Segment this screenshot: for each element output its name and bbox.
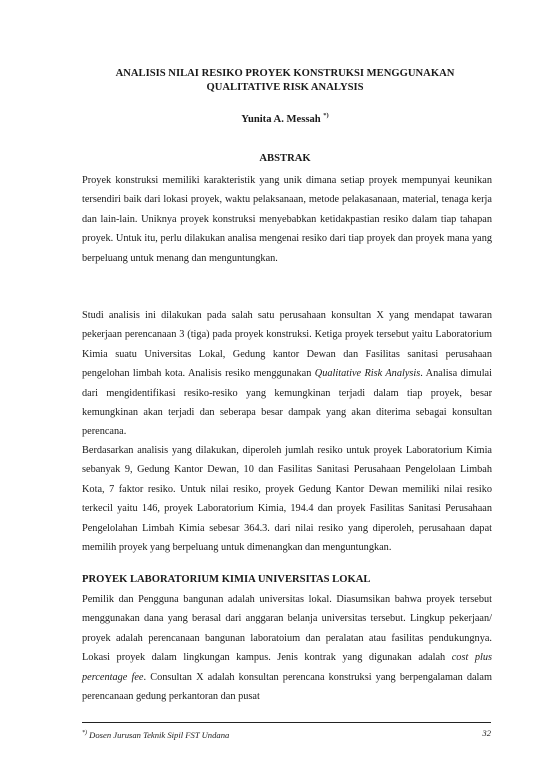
- author-footnote-mark: *): [323, 112, 329, 119]
- section-heading: PROYEK LABORATORIUM KIMIA UNIVERSITAS LOKAL: [82, 574, 371, 585]
- title-line-2: QUALITATIVE RISK ANALYSIS: [206, 82, 364, 93]
- paper-title: [80, 67, 490, 95]
- abstract-heading: ABSTRAK: [259, 153, 311, 164]
- abstract-paragraph-2: [82, 306, 492, 442]
- abstract-paragraph-1: [82, 171, 492, 268]
- abstract-p2-text-a: Studi analisis ini dilakukan pada salah satu perusahaan konsultan X yang mendapat tawaran pekerjaan perencanaan 3 (tiga) pada proyek konstruksi. Ketiga proyek tersebut yaitu Laboratorium Kimia suatu Universitas Lokal, Gedung kantor Dewan dan Fasilitas sanitasi perusahaan pengelohan limbah kota. Analisis resiko menggunakan: [82, 310, 492, 380]
- title-line-1: ANALISIS NILAI RESIKO PROYEK KONSTRUKSI MENGGUNAKAN: [115, 68, 455, 79]
- section-paragraph-1-text: [82, 590, 492, 706]
- section-paragraph-1: [82, 590, 492, 706]
- footer-note: [82, 727, 229, 741]
- section-p1-text-b: . Consultan X adalah konsultan perencana konstruksi yang berpengalaman dalam perencanaan gedung perkantoran dan pusat: [82, 671, 492, 703]
- footer-affiliation: Dosen Jurusan Teknik Sipil FST Undana: [89, 730, 230, 740]
- section-p1-text-a: Pemilik dan Pengguna bangunan adalah universitas lokal. Diasumsikan bahwa proyek tersebut menggunakan dana yang berasal dari anggaran belanja universitas tersebut. Lingkup pekerjaan/ proyek adalah perencanaan bangunan laboratoium dan peralatan atau fasilitas pendukungnya. Lokasi proyek dalam lingkungan kampus. Jenis kontrak yang digunakan adalah: [82, 594, 492, 664]
- page-number: 32: [482, 728, 491, 738]
- abstract-p2-text-b: . Analisa dimulai dari mengidentifikasi resiko-resiko yang kemungkinan terjadi dalam tiap proyek, besar kemungkinan akan terjadi dan seberapa besar dampak yang akan diterima sebagai konsultan perencana.: [82, 368, 492, 438]
- abstract-p2-italic: Qualitative Risk Analysis: [314, 368, 421, 380]
- section-p1-italic: cost plus percentage fee: [82, 652, 493, 683]
- author-name: Yunita A. Messah: [241, 114, 321, 125]
- abstract-paragraph-3: [82, 441, 492, 557]
- abstract-paragraph-3-text: Berdasarkan analisis yang dilakukan, diperoleh jumlah resiko untuk proyek Laboratorium Kimia sebanyak 9, Gedung Kantor Dewan, 10 dan Fasilitas Sanitasi Perusahaan Pengelolaan Limbah Kota, 7 faktor resiko. Untuk nilai resiko, proyek Gedung Kantor Dewan memiliki nilai resiko terkecil yaitu 146, proyek Laboratorium Kimia, 194.4 dan proyek Fasilitas Sanitasi Perusahaan Pengelolahan Limbah Kimia sebesar 364.3. dari nilai resiko yang diperoleh, perusahaan dapat memilih proyek yang berpeluang untuk dimenangkan dan menguntungkan.: [82, 445, 492, 554]
- footer-mark: *): [82, 730, 87, 736]
- footer-divider: [82, 722, 491, 723]
- author-line: [80, 109, 490, 127]
- abstract-paragraph-1-text: Proyek konstruksi memiliki karakteristik yang unik dimana setiap proyek mempunyai keunikan tersendiri baik dari lokasi proyek, waktu pelaksanaan, metode pelakasanaan, material, tenaga kerja dan lain-lain. Uniknya proyek konstruksi menyebabkan ketidakpastian resiko dalam tiap tahapan proyek. Untuk itu, perlu dilakukan analisa mengenai resiko dari tiap proyek dan proyek mana yang berpeluang untuk menang dan menguntungkan.: [82, 175, 492, 264]
- abstract-paragraph-2-text: [82, 306, 492, 442]
